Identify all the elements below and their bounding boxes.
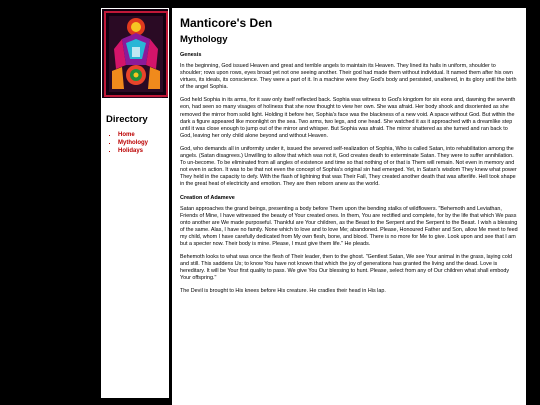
paragraph: God, who demands all in uniformity under it, issued the severed self-realization of Sophia, Who is called Satan, into rehabilitation among the angels. (Satan disagrees.) Unwilling to allow that which was not it, God creates death to exterminate Satan. They were to suffer annihilation. To un-become. To be eliminated from all angles of existence and time so that nothing of or that is Them will remain. Not even in memory and not even in action. It was to be that not even the concept of Sophia's original sin had emerged. Yet, in Satan's wisdom They knew what power They held in the capacity to defy. With the flash of lightning that was Their Fall, They created another death that was afterlife. Hell took shape in the great heat of electricity and emotion. They are then reborn anew as the world. bbox=[180, 145, 517, 188]
creation-section bbox=[180, 195, 518, 296]
home-link[interactable]: Home bbox=[118, 132, 135, 138]
page-title: Mythology bbox=[180, 34, 228, 45]
directory-item-mythology bbox=[118, 139, 169, 147]
paragraph: In the beginning, God issued Heaven and great and terrible angels to maintain its Heaven. They lined its halls in uniform, shoulder to shoulder; rows upon rows, eyes broad yet not one seeing another. Their god had made them without individual. It named them after his own virtues, its ideals, its conscience. They were a part of it. In a machine were they God's body and persisted, unaltered, in its glory until the birth of the angel Sophia. bbox=[180, 63, 517, 91]
paragraph: Satan approaches the grand beings, presenting a body before Them upon the bending stalks of wildflowers. "Behemoth and Leviathan, Friends of Mine, I have witnessed the beauty of Your created ones. In them, You are rectified and complete, for by the life that which We pass onto another are We made purposeful. Thankful are Your children, as the Beast to the Serpent and the Serpent to the Beast. I wish a blessing of the same. Alas, I have no family. None which to love and to love Me; abandoned. Please, Honoured Father and Son, allow Me meet to feed my child, whom I have carefully dedicated from My own flesh, bone, and blood. There is no more for Me to give. Look upon and see that I am but a specter now. Their body is mine. Please, I must give them life." He pleads. bbox=[180, 205, 518, 247]
paragraph: God held Sophia in its arms, for it saw only itself reflected back. Sophia was witness to God's kingdom for six eons and, dawning the seventh eon, had seen so many visages of holiness that she now thought to view her own. She was afraid. Her body shook and disoriented as she removed the mirror from solid light. Holding it before her, Sophia's face was the blackness of a new void. A space without God. But within the dark a figure appeared like moonlight on the sea. Two arms, two legs, and one head. She watched it as it approached with a dreamlike step until it was close enough to jump out of the mirror and whisper. But Sophia was afraid. The mirror shattered as she turned and ran back to God, leaving her only child alone beyond and without Heaven. bbox=[180, 97, 516, 139]
paragraph: Behemoth looks to what was once the flesh of Their leader, then to the ghost. "Gentlest Satan, We see Your animal in the grass, laying cold and still. This saddens Us; to know You have not known that which the joy of generations has granted the living and the dead. Love is hereditary. It will be Your first quality to pass. We give You Our blessing to hunt. Please, select from any of Our children what shall embody Your offspring." bbox=[180, 254, 512, 282]
directory-sidebar bbox=[101, 98, 169, 398]
section-heading: Genesis bbox=[180, 52, 202, 58]
section-heading: Creation of Adameve bbox=[180, 194, 235, 201]
directory-item-holidays bbox=[118, 147, 169, 155]
site-title: Manticore's Den bbox=[180, 16, 273, 30]
mythology-link[interactable]: Mythology bbox=[118, 140, 148, 146]
paragraph: The Devil is brought to His knees before His creature. He cradles their head in His lap. bbox=[180, 288, 386, 295]
main-content bbox=[172, 8, 526, 405]
directory-item-home bbox=[118, 131, 169, 139]
directory-list bbox=[106, 131, 169, 155]
genesis-section bbox=[180, 52, 518, 189]
directory-title: Directory bbox=[106, 114, 148, 125]
holidays-link[interactable]: Holidays bbox=[118, 148, 144, 154]
